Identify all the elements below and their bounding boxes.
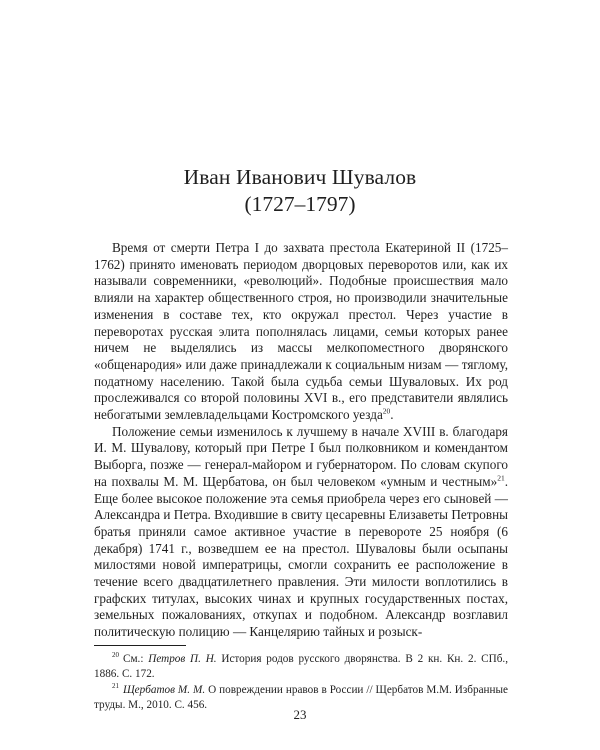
chapter-title: Иван Иванович Шувалов bbox=[183, 165, 417, 189]
paragraph-1-text: Время от смерти Петра I до захвата престола Екатериной II (1725–1762) принято именовать периодом дворцовых переворотов или, как их называли современники, «революций». Подобные происшествия мало влияли на характер общественного строя, но производили значительные изменения в составе тех, кто окружал престол. Через участие в переворотах русская элита пополнялась лицами, семьи которых ранее ничем не выделялись из массы мелкопоместного дворянского «общенародия» или даже принадлежали к социальным низам — тяглому, податному населению. Такой была судьба семьи Шуваловых. Их род прослеживался со второй половины XVI в., его представители являлись небогатыми землевладельцами Костромского уезда bbox=[94, 240, 508, 423]
paragraph-2-text-a: Положение семьи изменилось к лучшему в начале XVIII в. благодаря И. М. Шувалову, который при Петре I был полковником и комендантом Выборга, позже — генерал-майором и губернатором. По словам скупого на похвалы М. М. Щербатова, он был человеком «умным и честным» bbox=[94, 423, 508, 489]
footnotes bbox=[94, 652, 508, 714]
paragraph-2 bbox=[94, 424, 508, 641]
footnote-ref-20: 20 bbox=[382, 406, 391, 416]
footnote-prefix: См.: bbox=[123, 653, 149, 665]
footnote-number: 21 bbox=[112, 682, 119, 691]
chapter-years: (1727–1797) bbox=[244, 192, 356, 216]
page-number: 23 bbox=[293, 707, 307, 722]
paragraph-1 bbox=[94, 240, 508, 424]
body-text bbox=[94, 240, 508, 641]
paragraph-1-tail: . bbox=[390, 407, 394, 423]
footnote-ref-21: 21 bbox=[497, 473, 505, 483]
footnote-20 bbox=[94, 652, 508, 682]
paragraph-2-text-b: . Еще более высокое положение эта семья приобрела через его сыновей — Александра и Петра. Входившие в свиту цесаревны Елизаветы Петровны братья приняли самое активное участие в перевороте 25 ноября (6 декабря) 1741 г., возведшем ее на престол. Шуваловы были осыпаны милостями новой императрицы, смогли сохранить ее расположение в течение всего двадцатилетнего правления. Эти милости воплотились в графских титулах, высоких чинах и крупных государственных постах, земельных пожалованиях, откупах и подобном. Александр возглавил политическую полицию — Канцелярию тайных и розыск- bbox=[94, 473, 508, 640]
footnote-divider bbox=[94, 645, 186, 646]
chapter-title-block bbox=[0, 164, 600, 218]
footnote-author: Щербатов М. М. bbox=[123, 684, 206, 696]
footnote-number: 20 bbox=[112, 651, 119, 660]
footnote-author: Петров П. Н. bbox=[148, 653, 217, 665]
footnote-text: История родов русского дворянства. В 2 кн. Кн. 2. СПб., 1886. С. 172. bbox=[94, 653, 508, 680]
footnote-text: О повреждении нравов в России // Щербатов М.М. Избранные труды. М., 2010. С. 456. bbox=[94, 684, 508, 711]
